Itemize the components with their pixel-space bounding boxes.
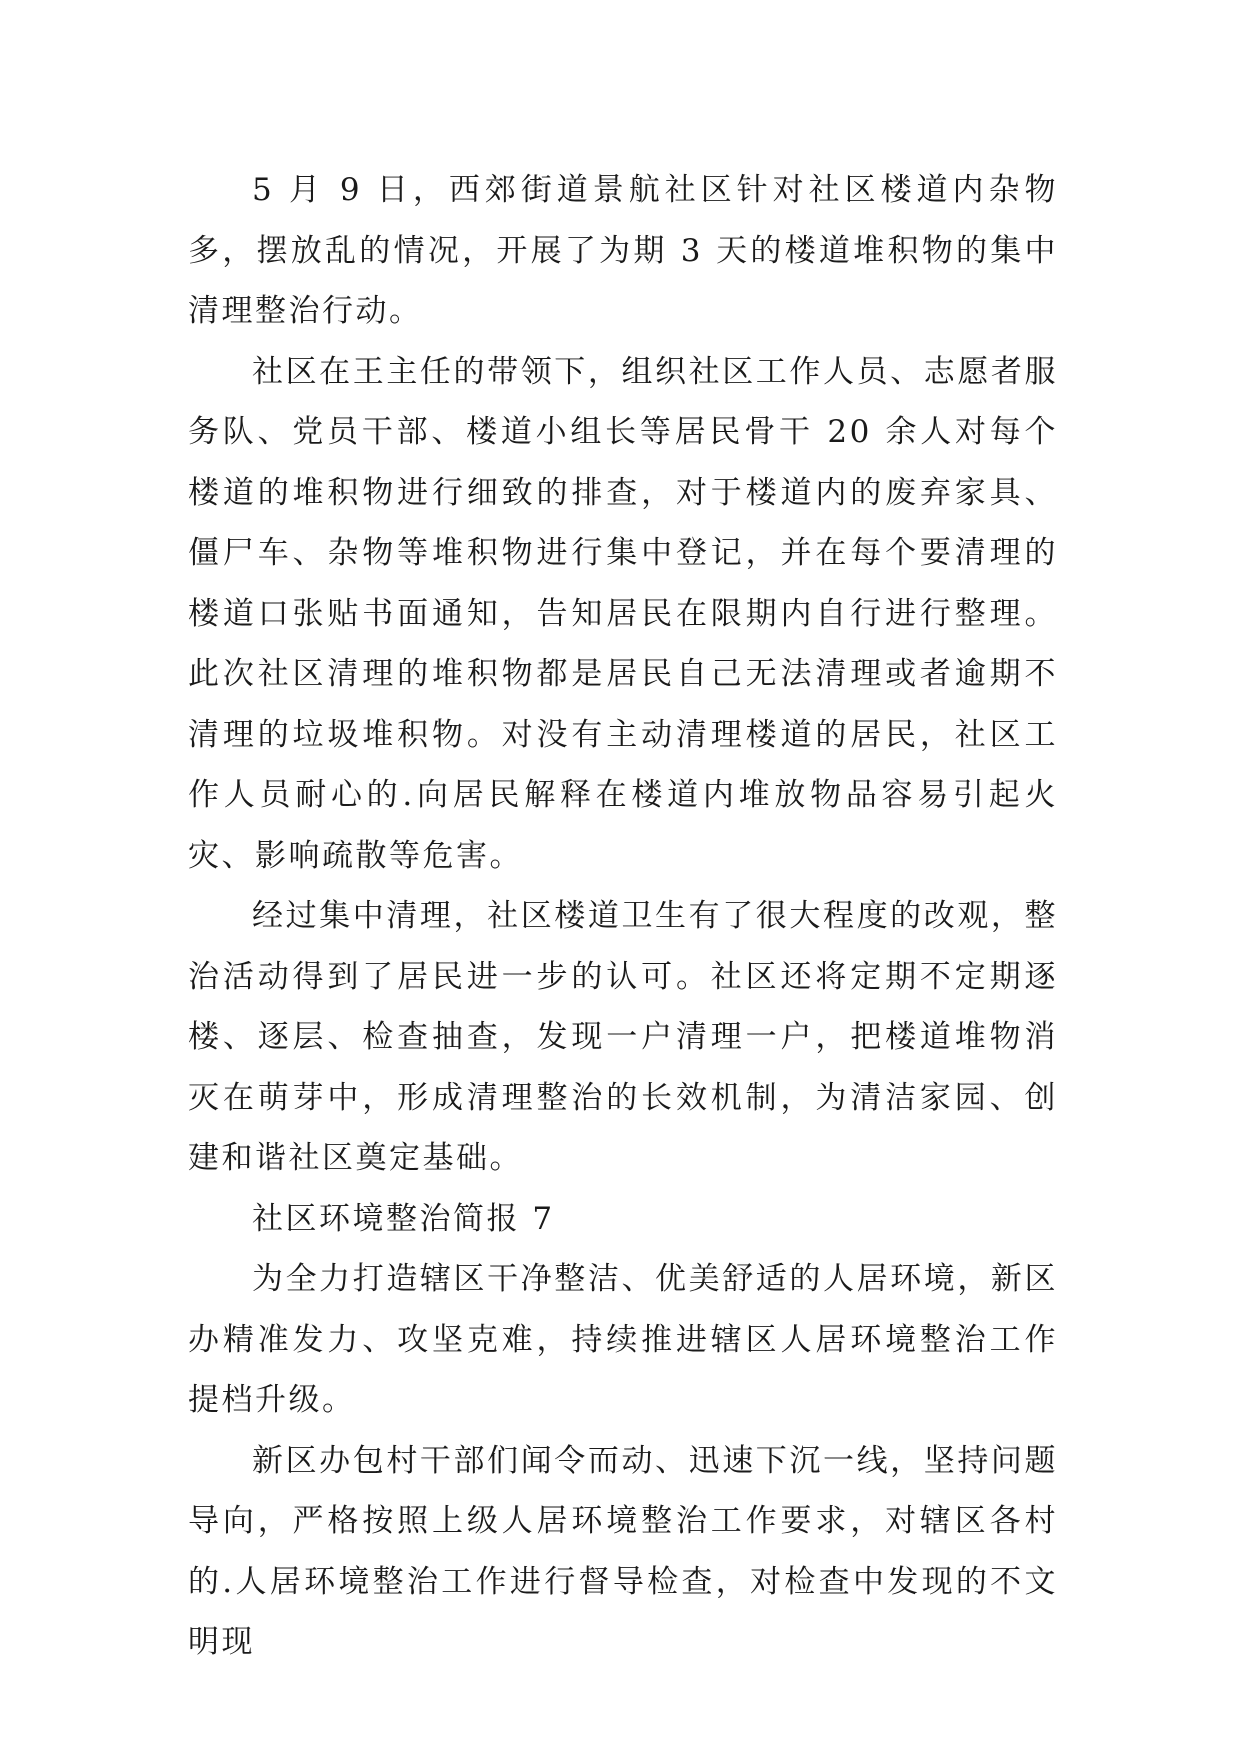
section-heading: 社区环境整治简报 7 <box>252 1200 555 1237</box>
paragraph-environment-inspection: 新区办包村干部们闻令而动、迅速下沉一线，坚持问题导向，严格按照上级人居环境整治工作要求，对辖区各村的.人居环境整治工作进行督导检查，对检查中发现的不文明现 <box>188 1442 1058 1660</box>
paragraph-environment-intro: 为全力打造辖区干净整洁、优美舒适的人居环境，新区办精准发力、攻坚克难，持续推进辖区人居环境整治工作提档升级。 <box>188 1261 1058 1418</box>
paragraph-cleanup-intro: 5 月 9 日，西郊街道景航社区针对社区楼道内杂物多，摆放乱的情况，开展了为期 3 天的楼道堆积物的集中清理整治行动。 <box>188 172 1058 329</box>
document-body <box>188 160 1058 1673</box>
paragraph-cleanup-result: 经过集中清理，社区楼道卫生有了很大程度的改观，整治活动得到了居民进一步的认可。社区还将定期不定期逐楼、逐层、检查抽查，发现一户清理一户，把楼道堆物消灭在萌芽中，形成清理整治的长效机制，为清洁家园、创建和谐社区奠定基础。 <box>188 898 1058 1176</box>
paragraph-cleanup-process: 社区在王主任的带领下，组织社区工作人员、志愿者服务队、党员干部、楼道小组长等居民骨干 20 余人对每个楼道的堆积物进行细致的排查，对于楼道内的废弃家具、僵尸车、杂物等堆积物进行集中登记，并在每个要清理的楼道口张贴书面通知，告知居民在限期内自行进行整理。此次社区清理的堆积物都是居民自己无法清理或者逾期不清理的垃圾堆积物。对没有主动清理楼道的居民，社区工作人员耐心的.向居民解释在楼道内堆放物品容易引起火灾、影响疏散等危害。 <box>188 353 1058 874</box>
